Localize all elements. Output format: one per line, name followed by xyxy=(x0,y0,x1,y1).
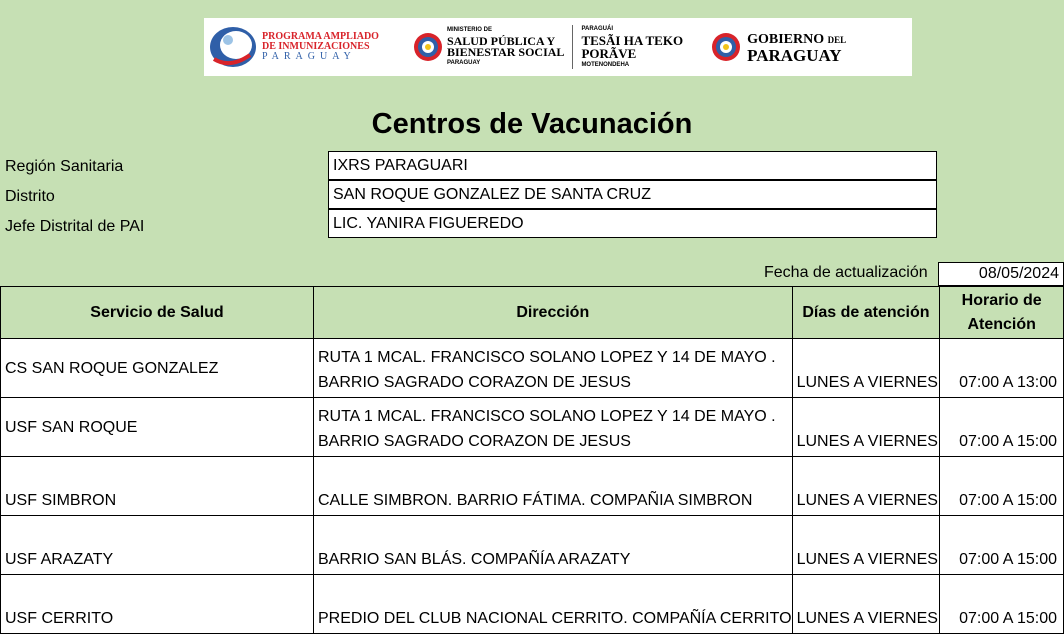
gobierno-del: DEL xyxy=(827,34,847,45)
table-row xyxy=(1,398,1064,457)
cell-servicio[interactable]: CS SAN ROQUE GONZALEZ xyxy=(1,339,314,398)
cell-servicio[interactable]: USF SIMBRON xyxy=(1,457,314,516)
cell-servicio[interactable]: USF SAN ROQUE xyxy=(1,398,314,457)
tesai-small2: MOTENONDEHA xyxy=(581,62,630,68)
tesai-line2: PORÃVE xyxy=(581,46,637,61)
table-row xyxy=(1,516,1064,575)
region-label: Región Sanitaria xyxy=(5,158,124,175)
cell-dias[interactable]: LUNES A VIERNES xyxy=(792,575,940,634)
table-row xyxy=(1,575,1064,634)
cell-horario[interactable]: 07:00 A 15:00 xyxy=(940,516,1064,575)
cell-direccion[interactable]: CALLE SIMBRON. BARRIO FÁTIMA. COMPAÑIA SIMBRON xyxy=(313,457,792,516)
gobierno-logo xyxy=(711,32,846,63)
cell-dias[interactable]: LUNES A VIERNES xyxy=(792,339,940,398)
header-horario: Horario de Atención xyxy=(940,287,1064,339)
msp-line1: SALUD PÚBLICA Y xyxy=(446,34,556,48)
msp-small2: PARAGUAY xyxy=(446,60,481,66)
cell-horario[interactable]: 07:00 A 13:00 xyxy=(940,339,1064,398)
cell-dias[interactable]: LUNES A VIERNES xyxy=(792,457,940,516)
cell-direccion[interactable]: RUTA 1 MCAL. FRANCISCO SOLANO LOPEZ Y 14 DE MAYO . BARRIO SAGRADO CORAZON DE JESUS xyxy=(313,398,792,457)
cell-dias[interactable]: LUNES A VIERNES xyxy=(792,516,940,575)
gobierno-line1: GOBIERNO xyxy=(747,31,825,47)
header-servicio: Servicio de Salud xyxy=(1,287,314,339)
gobierno-line2: PARAGUAY xyxy=(747,45,842,65)
fecha-value[interactable]: 08/05/2024 xyxy=(938,262,1064,286)
tesai-logo xyxy=(581,24,683,70)
jefe-value[interactable]: LIC. YANIRA FIGUEREDO xyxy=(328,209,937,238)
msp-line2: BIENESTAR SOCIAL xyxy=(446,45,565,59)
cell-horario[interactable]: 07:00 A 15:00 xyxy=(940,457,1064,516)
seal-icon xyxy=(413,32,443,62)
msp-logo xyxy=(413,24,683,70)
cell-direccion[interactable]: RUTA 1 MCAL. FRANCISCO SOLANO LOPEZ Y 14 DE MAYO . BARRIO SAGRADO CORAZON DE JESUS xyxy=(313,339,792,398)
cell-horario[interactable]: 07:00 A 15:00 xyxy=(940,575,1064,634)
pai-line2: DE INMUNIZACIONES xyxy=(262,41,370,52)
centros-table xyxy=(0,286,1064,634)
pai-emblem-icon xyxy=(208,25,258,69)
cell-servicio[interactable]: USF ARAZATY xyxy=(1,516,314,575)
header-direccion: Dirección xyxy=(313,287,792,339)
jefe-label: Jefe Distrital de PAI xyxy=(5,218,145,235)
fecha-label: Fecha de actualización xyxy=(764,264,928,281)
table-header-row xyxy=(1,287,1064,339)
distrito-value[interactable]: SAN ROQUE GONZALEZ DE SANTA CRUZ xyxy=(328,180,937,209)
tesai-small: PARAGUÁI xyxy=(581,26,613,32)
tesai-line1: TESÃI HA TEKO xyxy=(581,33,684,48)
cell-horario[interactable]: 07:00 A 15:00 xyxy=(940,398,1064,457)
page-title: Centros de Vacunación xyxy=(371,108,693,140)
cell-dias[interactable]: LUNES A VIERNES xyxy=(792,398,940,457)
msp-small: MINISTERIO DE xyxy=(446,27,492,33)
pai-line3: PARAGUAY xyxy=(262,51,356,62)
cell-direccion[interactable]: BARRIO SAN BLÁS. COMPAÑÍA ARAZATY xyxy=(313,516,792,575)
cell-servicio[interactable]: USF CERRITO xyxy=(1,575,314,634)
pai-logo xyxy=(208,25,379,69)
table-row xyxy=(1,457,1064,516)
cell-direccion[interactable]: PREDIO DEL CLUB NACIONAL CERRITO. COMPAÑÍA CERRITO xyxy=(313,575,792,634)
header-dias: Días de atención xyxy=(792,287,940,339)
distrito-label: Distrito xyxy=(5,188,55,205)
pai-line1: PROGRAMA AMPLIADO xyxy=(262,31,379,42)
seal-icon xyxy=(711,32,741,62)
table-row xyxy=(1,339,1064,398)
logo-divider xyxy=(572,25,573,69)
region-value[interactable]: IXRS PARAGUARI xyxy=(328,151,937,180)
logos-banner xyxy=(204,18,912,76)
